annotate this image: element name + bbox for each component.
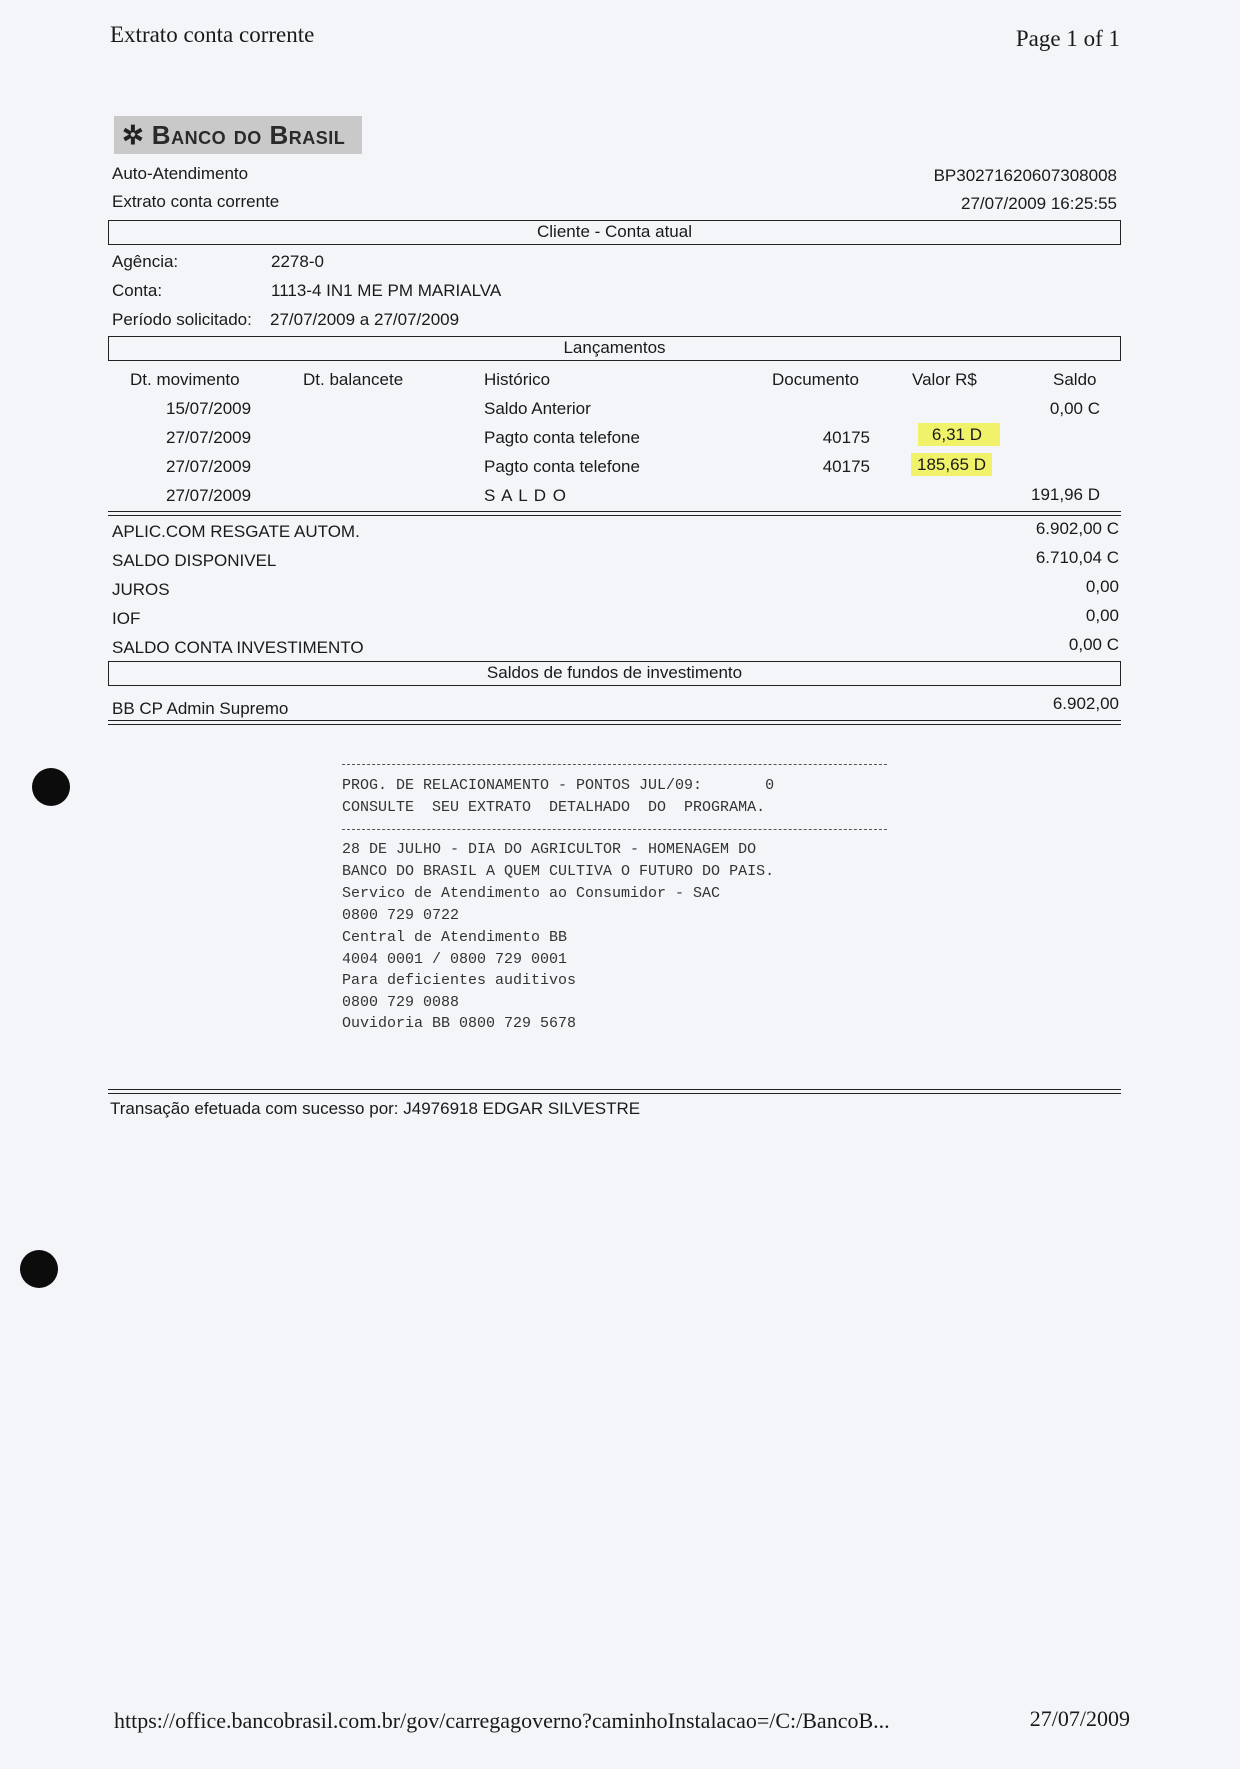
page-number: Page 1 of 1 bbox=[1015, 26, 1120, 51]
row-dt: 15/07/2009 bbox=[166, 399, 252, 418]
funds-divider bbox=[108, 720, 1121, 725]
row-historico: Pagto conta telefone bbox=[484, 428, 640, 447]
summary-label: SALDO CONTA INVESTIMENTO bbox=[112, 638, 364, 657]
row-historico: S A L D O bbox=[484, 486, 568, 505]
agencia-label: Agência: bbox=[112, 252, 179, 271]
program-line: 28 DE JULHO - DIA DO AGRICULTOR - HOMENAGEM DO bbox=[342, 841, 757, 858]
summary-label: SALDO DISPONIVEL bbox=[112, 551, 277, 570]
funds-section-header: Saldos de fundos de investimento bbox=[108, 661, 1121, 686]
row-historico: Pagto conta telefone bbox=[484, 457, 640, 476]
summary-value: 0,00 C bbox=[1068, 635, 1119, 654]
program-line: BANCO DO BRASIL A QUEM CULTIVA O FUTURO DO PAIS. bbox=[342, 863, 775, 880]
summary-value: 0,00 bbox=[1085, 577, 1119, 596]
statement-subtitle: Extrato conta corrente bbox=[112, 192, 280, 211]
conta-value: 1113-4 IN1 ME PM MARIALVA bbox=[271, 281, 502, 300]
col-dt-balancete: Dt. balancete bbox=[303, 370, 404, 389]
fund-label: BB CP Admin Supremo bbox=[112, 699, 289, 718]
footer-url: https://office.bancobrasil.com.br/gov/carregagoverno?caminhoInstalacao=/C:/BancoB... bbox=[114, 1708, 890, 1733]
summary-value: 0,00 bbox=[1085, 606, 1119, 625]
agencia-value: 2278-0 bbox=[271, 252, 324, 271]
row-valor-highlighted bbox=[918, 425, 1000, 445]
program-line: Ouvidoria BB 0800 729 5678 bbox=[342, 1015, 577, 1032]
col-historico: Histórico bbox=[484, 370, 551, 389]
row-historico: Saldo Anterior bbox=[484, 399, 591, 418]
col-saldo: Saldo bbox=[1053, 370, 1097, 389]
row-saldo: 0,00 C bbox=[1049, 399, 1100, 418]
row-valor: 6,31 D bbox=[918, 423, 1000, 446]
client-section-header: Cliente - Conta atual bbox=[108, 220, 1121, 245]
program-line: Para deficientes auditivos bbox=[342, 972, 577, 989]
col-valor: Valor R$ bbox=[912, 370, 977, 389]
transaction-divider bbox=[108, 1089, 1121, 1094]
bank-logo bbox=[114, 116, 362, 154]
summary-label: IOF bbox=[112, 609, 141, 628]
program-dash-top bbox=[342, 764, 887, 765]
program-consult-line: CONSULTE SEU EXTRATO DETALHADO DO PROGRAMA. bbox=[342, 799, 766, 816]
statement-code: BP30271620607308008 bbox=[933, 166, 1117, 185]
row-dt: 27/07/2009 bbox=[166, 428, 252, 447]
program-line: 4004 0001 / 0800 729 0001 bbox=[342, 951, 568, 968]
row-documento: 40175 bbox=[822, 457, 870, 476]
row-dt: 27/07/2009 bbox=[166, 486, 252, 505]
summary-value: 6.710,04 C bbox=[1035, 548, 1119, 567]
program-line: Central de Atendimento BB bbox=[342, 929, 568, 946]
periodo-value: 27/07/2009 a 27/07/2009 bbox=[270, 310, 460, 329]
row-saldo: 191,96 D bbox=[1031, 485, 1100, 504]
punch-hole bbox=[32, 768, 70, 806]
summary-label: JUROS bbox=[112, 580, 170, 599]
program-line: Servico de Atendimento ao Consumidor - SAC bbox=[342, 885, 721, 902]
program-line: 0800 729 0722 bbox=[342, 907, 460, 924]
page-header-title: Extrato conta corrente bbox=[110, 22, 315, 47]
bank-logo-icon: ✲ bbox=[122, 119, 144, 150]
lancamentos-section-header: Lançamentos bbox=[108, 336, 1121, 361]
bank-logo-text: Banco do Brasil bbox=[151, 119, 346, 150]
summary-label: APLIC.COM RESGATE AUTOM. bbox=[112, 522, 360, 541]
conta-label: Conta: bbox=[112, 281, 163, 300]
transaction-text: Transação efetuada com sucesso por: J4976918 EDGAR SILVESTRE bbox=[110, 1099, 641, 1118]
row-documento: 40175 bbox=[822, 428, 870, 447]
program-dash-mid bbox=[342, 829, 887, 830]
program-line: 0800 729 0088 bbox=[342, 994, 460, 1011]
summary-value: 6.902,00 C bbox=[1035, 519, 1119, 538]
program-points-line: PROG. DE RELACIONAMENTO - PONTOS JUL/09: 0 bbox=[342, 777, 775, 794]
fund-value: 6.902,00 bbox=[1052, 694, 1119, 713]
row-valor-highlighted bbox=[911, 455, 992, 475]
col-documento: Documento bbox=[772, 370, 859, 389]
col-dt-movimento: Dt. movimento bbox=[130, 370, 240, 389]
footer-date: 27/07/2009 bbox=[1029, 1706, 1130, 1731]
auto-atendimento-label: Auto-Atendimento bbox=[112, 164, 249, 183]
table-divider bbox=[108, 511, 1121, 516]
row-valor: 185,65 D bbox=[911, 453, 992, 476]
row-dt: 27/07/2009 bbox=[166, 457, 252, 476]
statement-datetime: 27/07/2009 16:25:55 bbox=[961, 194, 1117, 213]
periodo-label: Período solicitado: bbox=[112, 310, 252, 329]
punch-hole bbox=[20, 1250, 58, 1288]
